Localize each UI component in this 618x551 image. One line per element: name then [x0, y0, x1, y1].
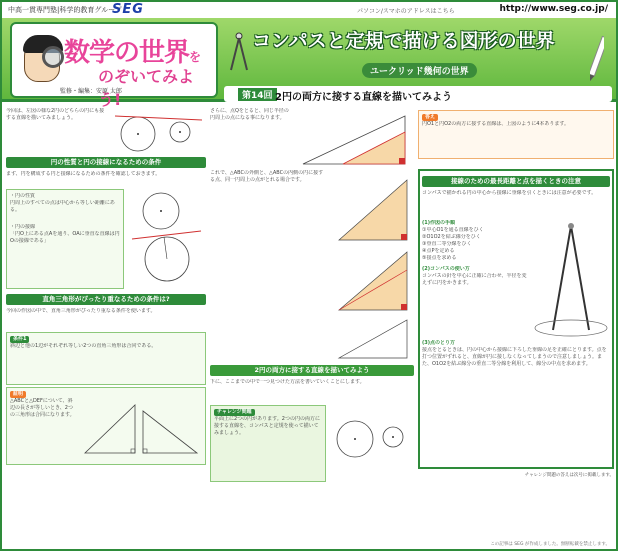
condition-text: 斜辺と他の1辺がそれぞれ等しい2つの直角三角形は合同である。: [10, 343, 157, 349]
section-2-text: 今回の作図の中で、直角三角形がぴったり重なる条件を使います。: [6, 308, 156, 314]
notes-body: [422, 220, 610, 340]
series-title: 数学の世界を: [64, 38, 201, 68]
series-subtitle: のぞいてみよう!: [98, 67, 195, 109]
tangent-diagram: [127, 187, 203, 289]
section-heading-notes: 接線のための最長距離と点を描くときの注意: [422, 176, 610, 187]
challenge-text: 平面上に2つの円があります。2つの円の両方に接する直線を、コンパスと定規を使って描いてみましょう。: [214, 416, 320, 436]
answer-text: 円O1と円O2の両方に接する直線は、上図のように4本あります。: [422, 121, 570, 127]
brand-text: 中高一貫専門塾|科学的教育グループ: [8, 6, 122, 14]
col2-text-1: さらに、点Qをとると、同じ半径の円周上の点になる事になります。: [210, 108, 289, 121]
top-strip: [2, 2, 616, 18]
col2-block-1: [210, 108, 414, 170]
property-item: ・円の接線: [10, 224, 36, 230]
footnote: チャレンジ問題の答えは次号に掲載します。: [524, 473, 614, 478]
proof-tag: 証明: [10, 391, 26, 398]
section-heading-common-tangent: 2円の両方に接する直線を描いてみよう: [210, 365, 414, 376]
url-note: パソコン/スマホのアドレスはこちら: [357, 8, 455, 15]
point-heading: (2)コンパスの使い方: [422, 266, 470, 272]
circle-properties-box: [6, 189, 124, 289]
condition-box: [6, 332, 206, 385]
column-1: [6, 108, 206, 467]
proof-text: △ABCと△DEFについて、斜辺の長さが等しいとき、2つの三角形は合同になります。: [10, 398, 75, 418]
challenge-tag: チャレンジ問題: [214, 409, 255, 416]
lesson-number-badge: 第14回: [238, 88, 277, 101]
lesson-title: 2円の両方に接する直線を描いてみよう: [275, 92, 452, 103]
section-4-text: コンパスで描かれる円の中心から接線に垂線を引くときには注意が必要です。: [422, 190, 597, 196]
step-item: ①中心O1を通る直線をひく: [422, 227, 484, 233]
point-note: 接点をとるときは、円の中心から接線に下ろした垂線の足を正確にとります。点を打つ位置がずれると、直線が円に接しなくなってしまうので注意しましょう。また、O1O2を結ぶ線分の垂直二等分線を利用して、線分の中点を求めます。: [422, 347, 607, 367]
compass-note: コンパスの針を中心に正確に合わせ、半径を変えずに円をかきます。: [422, 273, 527, 286]
main-subtitle: ユークリッド幾何の世界: [362, 63, 477, 78]
series-logo: [10, 22, 218, 109]
section-heading-circle-properties: 円の性質と円の接線になるための条件: [6, 157, 206, 168]
pencil-icon: [590, 34, 604, 86]
point-heading: (3)点のとり方: [422, 340, 456, 346]
main-title: コンパスと定規で描ける図形の世界: [252, 30, 555, 52]
section-heading-right-triangles: 直角三角形がぴったり重なるための条件は?: [6, 294, 206, 305]
intro-text: 今回は、左図の様な2円のどちらの円にも接する直線を描いてみましょう。: [6, 108, 105, 121]
step-item: ⑤接点を求める: [422, 255, 457, 261]
step-item: ④点Pを定める: [422, 248, 455, 254]
seg-logo: SEG: [112, 2, 144, 17]
col2-block-2: [210, 170, 414, 362]
author-credit: 監修・編集：安原 太郎: [60, 88, 122, 95]
triangles-diagram: [77, 391, 202, 461]
section-3-text: 下に、ここまでの中で一つ見つけた方法を書いていくことにします。: [210, 379, 365, 385]
property-item: 「円O上にある点Aを通り、OAに垂直な直線は円Oの接線である」: [10, 231, 120, 244]
steps-list: [422, 220, 529, 340]
property-item: ・円の性質: [10, 193, 36, 199]
compass-drawing-illustration: [531, 220, 610, 340]
answer-tag: 答え: [422, 114, 438, 121]
challenge-box: [210, 405, 326, 482]
column-3: [418, 108, 614, 479]
property-item: 円周上のすべての点は中心から等しい距離にある。: [10, 200, 115, 213]
point-heading: (1)作図の手順: [422, 220, 456, 226]
col2-text-2: これで、△ABCの外側と、△ABCの内側の円に接する点、同一円周上の点がとれる場合です。: [210, 170, 324, 183]
condition-tag: 条件1: [10, 336, 29, 343]
proof-box: [6, 387, 206, 465]
notes-panel: [418, 169, 614, 469]
challenge-circles-diagram: [329, 403, 413, 477]
two-circles-diagram: [110, 108, 202, 154]
section-1-body: [6, 187, 206, 291]
answer-box: [418, 110, 614, 159]
triangle-construction-diagram-2: [331, 170, 413, 362]
site-url-link[interactable]: http://www.seg.co.jp/: [499, 4, 608, 14]
step-item: ③垂直二等分線をひく: [422, 241, 472, 247]
step-item: ②O1O2を結ぶ線分をひく: [422, 234, 481, 240]
column-2: [210, 108, 414, 484]
compass-icon: [228, 32, 250, 72]
triangle-construction-diagram-1: [293, 108, 413, 170]
magnifier-icon: [42, 46, 64, 68]
footer-copyright: この記事は SEG が作成しました。無断転載を禁止します。: [490, 542, 610, 547]
section-1-text: まず、円を構成する円と接線になるための条件を確認しておきます。: [6, 171, 161, 177]
challenge-block: [210, 403, 414, 484]
intro-block: [6, 108, 206, 154]
